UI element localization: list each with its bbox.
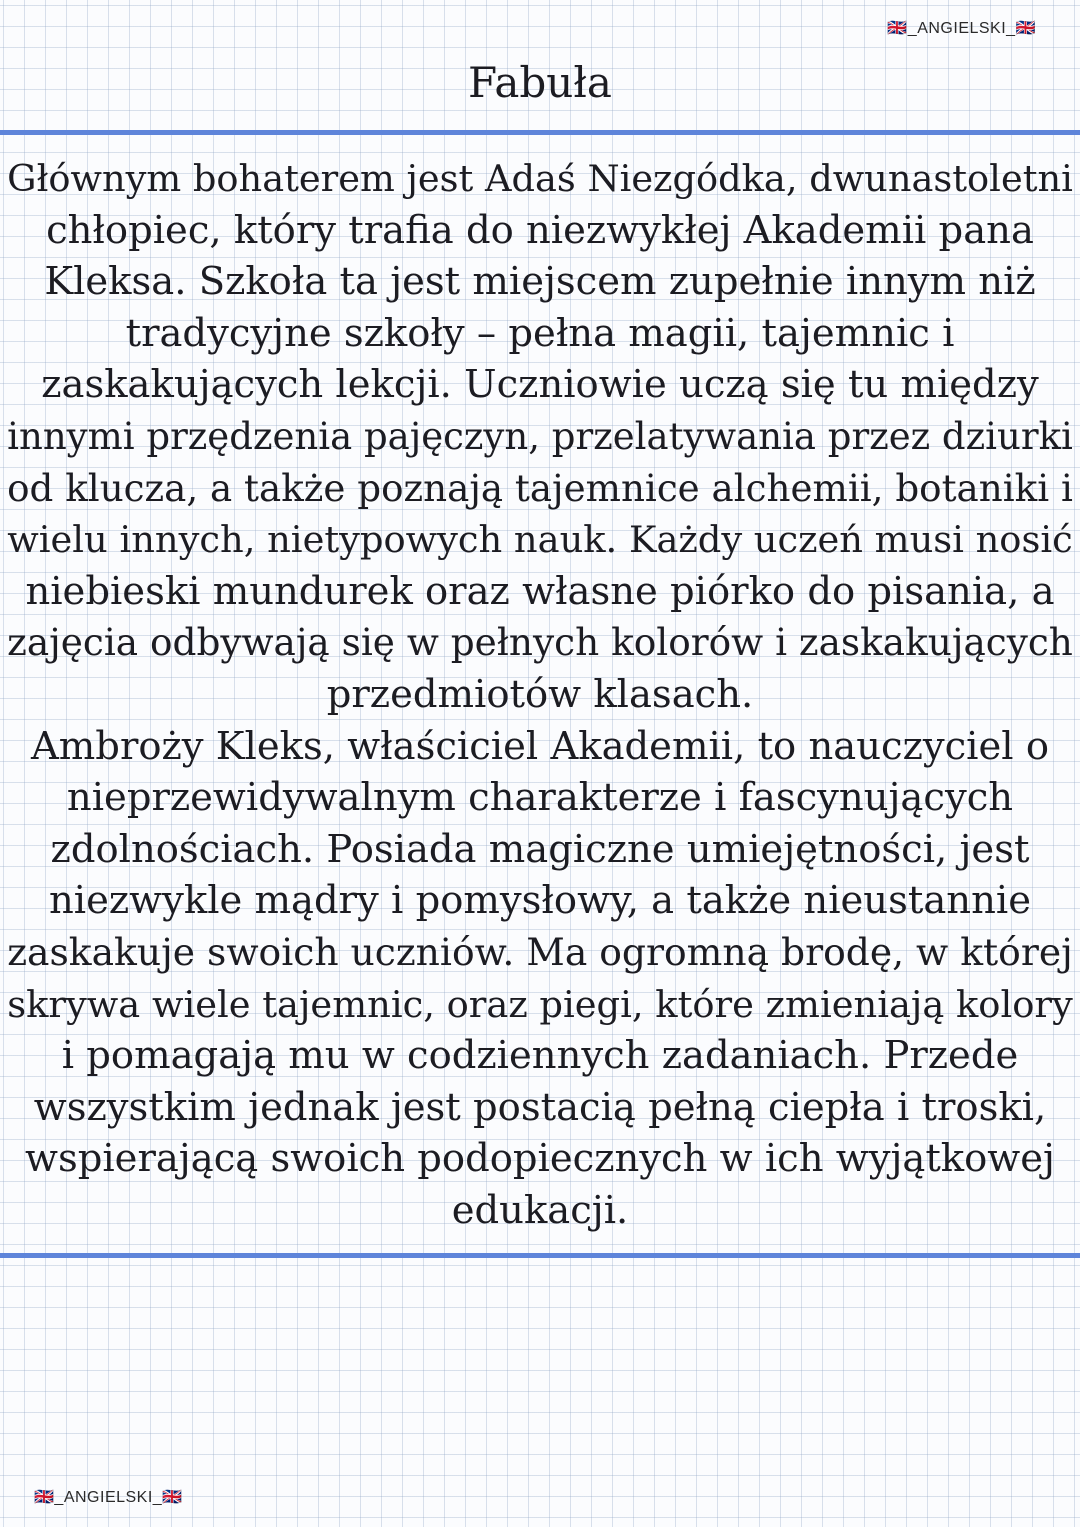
text-line: zajęcia odbywają się w pełnych kolorów i zaskakujących	[7, 620, 1073, 665]
text-line: edukacji.	[451, 1187, 629, 1233]
text-line: wielu innych, nietypowych nauk. Każdy uczeń musi nosić	[7, 518, 1073, 562]
text-line: od klucza, a także poznają tajemnice alchemii, botaniki i	[7, 465, 1073, 510]
text-line: Kleksa. Szkoła ta jest miejscem zupełnie innym niż	[44, 259, 1036, 305]
text-line: i pomagają mu w codziennych zadaniach. Przede	[61, 1033, 1019, 1079]
page-title: Fabuła	[468, 58, 612, 107]
text-line: przedmiotów klasach.	[326, 671, 754, 717]
story-text	[0, 153, 1080, 1236]
text-line: niebieski mundurek oraz własne piórko do pisania, a	[25, 568, 1055, 614]
divider-bottom	[0, 1253, 1080, 1258]
text-line: zdolnościach. Posiada magiczne umiejętności, jest	[50, 826, 1030, 872]
text-line: wszystkim jednak jest postacią pełną ciepła i troski,	[33, 1084, 1047, 1130]
divider-top	[0, 130, 1080, 135]
text-line: Głównym bohaterem jest Adaś Niezgódka, dwunastoletni	[7, 157, 1073, 200]
watermark-bottom: 🇬🇧_ANGIELSKI_🇬🇧	[34, 1489, 183, 1506]
text-line: zaskakujących lekcji. Uczniowie uczą się tu między	[41, 362, 1039, 408]
text-line: innymi przędzenia pajęczyn, przelatywania przez dziurki	[7, 414, 1073, 458]
text-line: nieprzewidywalnym charakterze i fascynujących	[66, 775, 1014, 821]
text-line: niezwykle mądry i pomysłowy, a także nieustannie	[49, 878, 1031, 924]
text-line: zaskakuje swoich uczniów. Ma ogromną brodę, w której	[7, 929, 1073, 974]
text-line: chłopiec, który trafia do niezwykłej Akademii pana	[46, 207, 1034, 253]
text-line: Ambroży Kleks, właściciel Akademii, to nauczyciel o	[30, 723, 1049, 769]
text-line: skrywa wiele tajemnic, oraz piegi, które zmieniają kolory	[7, 982, 1073, 1026]
text-line: tradycyjne szkoły – pełna magii, tajemnic i	[125, 310, 955, 356]
text-line: wspierającą swoich podopiecznych w ich wyjątkowej	[25, 1136, 1055, 1182]
watermark-top: 🇬🇧_ANGIELSKI_🇬🇧	[887, 20, 1036, 37]
